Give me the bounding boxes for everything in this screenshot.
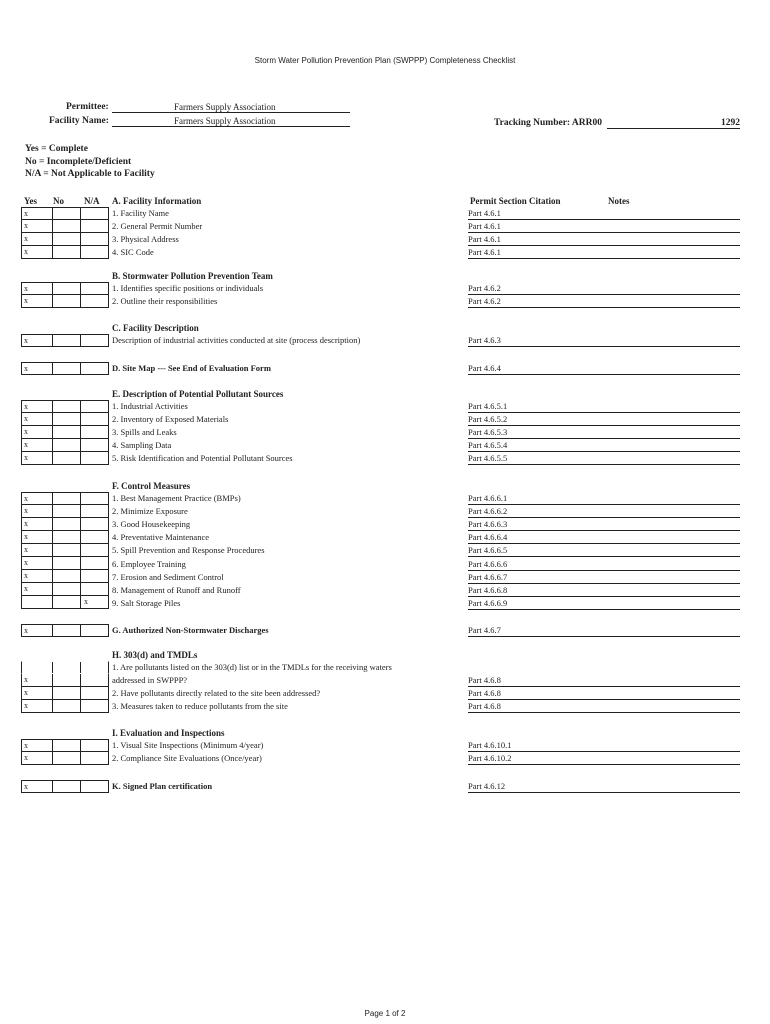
citation-field[interactable] bbox=[468, 544, 740, 557]
checkbox-row[interactable] bbox=[21, 413, 109, 426]
item-label: 3. Good Housekeeping bbox=[112, 519, 191, 530]
checkbox-row[interactable] bbox=[21, 492, 109, 505]
item-label: 3. Spills and Leaks bbox=[112, 427, 177, 438]
citation-field[interactable] bbox=[468, 207, 740, 220]
check-mark: x bbox=[24, 782, 28, 791]
item-label: addressed in SWPPP? bbox=[112, 675, 188, 686]
check-mark: x bbox=[24, 494, 28, 503]
checkbox-row[interactable] bbox=[21, 220, 109, 233]
column-divider bbox=[52, 625, 53, 636]
checkbox-row[interactable] bbox=[21, 426, 109, 439]
column-divider bbox=[52, 233, 53, 245]
citation-text: Part 4.6.2 bbox=[468, 283, 501, 293]
check-mark: x bbox=[24, 296, 28, 305]
tracking-number-field[interactable]: 1292 bbox=[607, 118, 740, 129]
check-mark: x bbox=[24, 209, 28, 218]
check-mark: x bbox=[24, 506, 28, 515]
citation-field[interactable] bbox=[468, 584, 740, 597]
citation-text: Part 4.6.12 bbox=[468, 781, 506, 791]
item-label: 5. Spill Prevention and Response Procedures bbox=[112, 545, 265, 556]
page-title: Storm Water Pollution Prevention Plan (SWPPP) Completeness Checklist bbox=[254, 56, 516, 65]
checkbox-grid bbox=[21, 207, 109, 259]
check-mark: x bbox=[24, 701, 28, 710]
citation-field[interactable] bbox=[468, 400, 740, 413]
column-divider bbox=[52, 220, 53, 232]
legend-na: N/A = Not Applicable to Facility bbox=[25, 169, 155, 179]
item-label: 4. Preventative Maintenance bbox=[112, 532, 210, 543]
section-title: E. Description of Potential Pollutant Sources bbox=[112, 389, 284, 399]
citation-text: Part 4.6.10.2 bbox=[468, 753, 512, 764]
check-mark: x bbox=[24, 545, 28, 554]
column-divider bbox=[52, 570, 53, 582]
citation-text: Part 4.6.5.1 bbox=[468, 401, 508, 411]
citation-text: Part 4.6.1 bbox=[468, 247, 501, 258]
column-divider bbox=[52, 283, 53, 294]
checkbox-row[interactable] bbox=[21, 687, 109, 700]
checkbox-row[interactable] bbox=[21, 207, 109, 220]
item-label: 2. Minimize Exposure bbox=[112, 506, 188, 517]
citation-field[interactable] bbox=[468, 492, 740, 505]
item-label: 3. Measures taken to reduce pollutants from the site bbox=[112, 701, 288, 712]
column-divider bbox=[80, 570, 81, 582]
column-divider bbox=[80, 625, 81, 636]
check-mark: x bbox=[24, 453, 28, 462]
citation-text: Part 4.6.6.5 bbox=[468, 545, 508, 556]
legend bbox=[25, 143, 155, 181]
citation-text: Part 4.6.6.3 bbox=[468, 519, 508, 530]
checkbox-row[interactable] bbox=[21, 400, 109, 413]
check-mark: x bbox=[24, 558, 28, 567]
citation-text: Part 4.6.5.3 bbox=[468, 427, 508, 438]
check-mark: x bbox=[24, 688, 28, 697]
column-divider bbox=[80, 233, 81, 245]
item-label: 1. Are pollutants listed on the 303(d) list or in the TMDLs for the receiving waters bbox=[112, 662, 392, 672]
citation-field[interactable] bbox=[468, 362, 740, 375]
citation-text: Part 4.6.3 bbox=[468, 335, 501, 345]
citation-text: Part 4.6.6.6 bbox=[468, 558, 508, 569]
column-divider bbox=[80, 505, 81, 517]
citation-field[interactable] bbox=[468, 334, 740, 347]
column-divider bbox=[80, 439, 81, 451]
column-divider bbox=[52, 740, 53, 751]
citation-text: Part 4.6.6.7 bbox=[468, 571, 508, 582]
column-divider bbox=[80, 246, 81, 258]
col-header-notes: Notes bbox=[608, 196, 630, 206]
citation-field[interactable] bbox=[468, 282, 740, 295]
checkbox-grid bbox=[21, 334, 109, 347]
checkbox-row[interactable] bbox=[21, 596, 109, 609]
citation-text: Part 4.6.5.5 bbox=[468, 453, 508, 464]
citation-text: Part 4.6.6.8 bbox=[468, 584, 508, 595]
column-divider bbox=[80, 557, 81, 569]
column-divider bbox=[80, 401, 81, 412]
check-mark: x bbox=[24, 675, 28, 684]
checkbox-grid bbox=[21, 661, 109, 713]
item-label: 5. Risk Identification and Potential Pollutant Sources bbox=[112, 453, 293, 464]
column-divider bbox=[80, 283, 81, 294]
checkbox-grid bbox=[21, 780, 109, 793]
column-divider bbox=[52, 493, 53, 504]
citation-text: Part 4.6.1 bbox=[468, 221, 501, 232]
column-divider bbox=[80, 687, 81, 699]
citation-text: Part 4.6.2 bbox=[468, 296, 501, 307]
citation-field[interactable] bbox=[468, 518, 740, 531]
item-label: 9. Salt Storage Piles bbox=[112, 597, 181, 608]
check-mark: x bbox=[24, 284, 28, 293]
column-divider bbox=[80, 295, 81, 307]
checkbox-row[interactable] bbox=[21, 624, 109, 637]
page-footer: Page 1 of 2 bbox=[364, 1009, 406, 1018]
item-label: 4. SIC Code bbox=[112, 247, 154, 258]
citation-text: Part 4.6.1 bbox=[468, 208, 501, 218]
citation-text: Part 4.6.5.2 bbox=[468, 414, 508, 425]
check-mark: x bbox=[24, 626, 28, 635]
column-divider bbox=[80, 426, 81, 438]
column-divider bbox=[80, 493, 81, 504]
item-label: 1. Facility Name bbox=[112, 208, 169, 218]
checkbox-grid bbox=[21, 362, 109, 375]
item-label: 1. Visual Site Inspections (Minimum 4/year) bbox=[112, 740, 264, 750]
item-label: 3. Physical Address bbox=[112, 234, 179, 245]
column-divider bbox=[80, 518, 81, 530]
citation-field[interactable] bbox=[468, 687, 740, 700]
column-divider bbox=[52, 662, 53, 673]
column-divider bbox=[80, 220, 81, 232]
citation-field[interactable] bbox=[468, 739, 740, 752]
section-title: A. Facility Information bbox=[112, 196, 202, 206]
item-label: 1. Best Management Practice (BMPs) bbox=[112, 493, 241, 503]
checkbox-row[interactable] bbox=[21, 674, 109, 687]
check-mark: x bbox=[24, 571, 28, 580]
item-label: K. Signed Plan certification bbox=[112, 781, 213, 791]
citation-text: Part 4.6.1 bbox=[468, 234, 501, 245]
column-divider bbox=[80, 740, 81, 751]
citation-field[interactable] bbox=[468, 780, 740, 793]
item-label: 7. Erosion and Sediment Control bbox=[112, 571, 224, 582]
checkbox-grid bbox=[21, 739, 109, 765]
column-divider bbox=[80, 662, 81, 673]
check-mark: x bbox=[24, 427, 28, 436]
col-header-citation: Permit Section Citation bbox=[470, 196, 561, 206]
check-mark: x bbox=[24, 741, 28, 750]
column-divider bbox=[80, 674, 81, 686]
citation-text: Part 4.6.7 bbox=[468, 625, 501, 635]
permittee-value: Farmers Supply Association bbox=[174, 102, 276, 112]
item-label: 2. Inventory of Exposed Materials bbox=[112, 414, 229, 425]
checkbox-row[interactable] bbox=[21, 233, 109, 246]
checkbox-row[interactable] bbox=[21, 439, 109, 452]
checkbox-row[interactable] bbox=[21, 739, 109, 752]
column-divider bbox=[52, 518, 53, 530]
tracking-label: Tracking Number: ARR00 bbox=[494, 118, 603, 128]
check-mark: x bbox=[24, 402, 28, 411]
check-mark: x bbox=[24, 414, 28, 423]
checkbox-row[interactable] bbox=[21, 295, 109, 308]
checkbox-grid bbox=[21, 400, 109, 465]
citation-field[interactable] bbox=[468, 413, 740, 426]
citation-field[interactable] bbox=[468, 700, 740, 713]
column-divider bbox=[80, 596, 81, 608]
column-divider bbox=[52, 208, 53, 219]
checkbox-row[interactable] bbox=[21, 282, 109, 295]
item-label: 4. Sampling Data bbox=[112, 440, 172, 451]
column-divider bbox=[52, 413, 53, 425]
column-divider bbox=[52, 363, 53, 374]
column-divider bbox=[52, 295, 53, 307]
citation-text: Part 4.6.4 bbox=[468, 363, 501, 373]
item-label: 6. Employee Training bbox=[112, 558, 186, 569]
item-label: 1. Identifies specific positions or individuals bbox=[112, 283, 264, 293]
citation-text: Part 4.6.5.4 bbox=[468, 440, 508, 451]
checkbox-row[interactable] bbox=[21, 700, 109, 713]
col-header-na: N/A bbox=[84, 196, 100, 206]
checkbox-grid bbox=[21, 624, 109, 637]
checkbox-row[interactable] bbox=[21, 780, 109, 793]
column-divider bbox=[52, 505, 53, 517]
col-header-yes: Yes bbox=[24, 196, 37, 206]
checkbox-row[interactable] bbox=[21, 452, 109, 465]
section-title: B. Stormwater Pollution Prevention Team bbox=[112, 271, 273, 281]
checkbox-row[interactable] bbox=[21, 362, 109, 375]
check-mark: x bbox=[24, 519, 28, 528]
item-label: 2. Outline their responsibilities bbox=[112, 296, 218, 307]
check-mark: x bbox=[24, 440, 28, 449]
check-mark: x bbox=[24, 753, 28, 762]
item-label: Description of industrial activities conducted at site (process description) bbox=[112, 335, 361, 345]
checkbox-row[interactable] bbox=[21, 583, 109, 596]
item-label: G. Authorized Non-Stormwater Discharges bbox=[112, 625, 269, 635]
item-label: D. Site Map --- See End of Evaluation Form bbox=[112, 363, 271, 373]
checkbox-row[interactable] bbox=[21, 334, 109, 347]
checkbox-row[interactable] bbox=[21, 752, 109, 765]
column-divider bbox=[52, 674, 53, 686]
checkbox-row[interactable] bbox=[21, 557, 109, 570]
citation-text: Part 4.6.6.1 bbox=[468, 493, 508, 503]
permittee-label: Permittee: bbox=[66, 102, 109, 112]
legend-yes: Yes = Complete bbox=[25, 144, 88, 154]
citation-field[interactable] bbox=[468, 295, 740, 308]
item-label: 2. General Permit Number bbox=[112, 221, 203, 232]
column-divider bbox=[52, 781, 53, 792]
check-mark: x bbox=[24, 336, 28, 345]
check-mark: x bbox=[24, 364, 28, 373]
checkbox-row[interactable] bbox=[21, 246, 109, 259]
citation-field[interactable] bbox=[468, 233, 740, 246]
citation-field[interactable] bbox=[468, 439, 740, 452]
column-divider bbox=[52, 700, 53, 712]
citation-field[interactable] bbox=[468, 571, 740, 584]
permittee-field[interactable] bbox=[112, 102, 350, 113]
column-divider bbox=[80, 452, 81, 464]
section-title: C. Facility Description bbox=[112, 323, 199, 333]
col-header-no: No bbox=[53, 196, 64, 206]
check-mark: x bbox=[24, 247, 28, 256]
facility-label: Facility Name: bbox=[49, 116, 109, 126]
legend-no: No = Incomplete/Deficient bbox=[25, 156, 132, 167]
column-divider bbox=[52, 752, 53, 764]
column-divider bbox=[52, 246, 53, 258]
column-divider bbox=[52, 335, 53, 346]
citation-field[interactable] bbox=[468, 558, 740, 571]
item-label: 1. Industrial Activities bbox=[112, 401, 188, 411]
checkbox-row[interactable] bbox=[21, 531, 109, 544]
column-divider bbox=[52, 401, 53, 412]
column-divider bbox=[52, 452, 53, 464]
checkbox-row[interactable] bbox=[21, 570, 109, 583]
citation-field[interactable] bbox=[468, 220, 740, 233]
checkbox-grid bbox=[21, 492, 109, 609]
checkbox-row[interactable] bbox=[21, 544, 109, 557]
citation-field[interactable] bbox=[468, 752, 740, 765]
column-divider bbox=[80, 208, 81, 219]
column-divider bbox=[80, 752, 81, 764]
column-divider bbox=[80, 531, 81, 543]
citation-field[interactable] bbox=[468, 624, 740, 637]
item-label: 8. Management of Runoff and Runoff bbox=[112, 584, 241, 595]
column-divider bbox=[52, 426, 53, 438]
citation-text: Part 4.6.10.1 bbox=[468, 740, 512, 750]
column-divider bbox=[52, 544, 53, 556]
citation-text: Part 4.6.8 bbox=[468, 701, 501, 712]
citation-text: Part 4.6.8 bbox=[468, 688, 501, 699]
column-divider bbox=[80, 363, 81, 374]
check-mark: x bbox=[24, 221, 28, 230]
column-divider bbox=[52, 531, 53, 543]
citation-field[interactable] bbox=[468, 246, 740, 259]
citation-text: Part 4.6.6.2 bbox=[468, 506, 508, 517]
citation-text: Part 4.6.8 bbox=[468, 675, 501, 686]
check-mark: x bbox=[24, 234, 28, 243]
column-divider bbox=[52, 687, 53, 699]
checkbox-grid bbox=[21, 282, 109, 308]
citation-field[interactable] bbox=[468, 426, 740, 439]
checkbox-row[interactable] bbox=[21, 661, 109, 674]
section-title: H. 303(d) and TMDLs bbox=[112, 650, 198, 660]
column-divider bbox=[80, 544, 81, 556]
section-title: I. Evaluation and Inspections bbox=[112, 728, 225, 738]
column-divider bbox=[80, 781, 81, 792]
column-divider bbox=[80, 413, 81, 425]
citation-field[interactable] bbox=[468, 531, 740, 544]
checkbox-row[interactable] bbox=[21, 518, 109, 531]
column-divider bbox=[52, 596, 53, 608]
facility-value: Farmers Supply Association bbox=[174, 116, 276, 126]
citation-text: Part 4.6.6.9 bbox=[468, 597, 508, 608]
column-divider bbox=[80, 583, 81, 595]
item-label: 2. Compliance Site Evaluations (Once/year) bbox=[112, 753, 262, 764]
column-divider bbox=[52, 439, 53, 451]
facility-field[interactable] bbox=[112, 116, 350, 127]
citation-text: Part 4.6.6.4 bbox=[468, 532, 508, 543]
column-divider bbox=[80, 335, 81, 346]
column-divider bbox=[80, 700, 81, 712]
checkbox-row[interactable] bbox=[21, 505, 109, 518]
item-label: 2. Have pollutants directly related to the site been addressed? bbox=[112, 688, 321, 699]
citation-field[interactable] bbox=[468, 505, 740, 518]
check-mark: x bbox=[84, 597, 88, 606]
citation-field[interactable] bbox=[468, 674, 740, 687]
citation-field[interactable] bbox=[468, 452, 740, 465]
check-mark: x bbox=[24, 532, 28, 541]
column-divider bbox=[52, 557, 53, 569]
check-mark: x bbox=[24, 584, 28, 593]
section-title: F. Control Measures bbox=[112, 481, 191, 491]
column-divider bbox=[52, 583, 53, 595]
citation-field[interactable] bbox=[468, 597, 740, 610]
